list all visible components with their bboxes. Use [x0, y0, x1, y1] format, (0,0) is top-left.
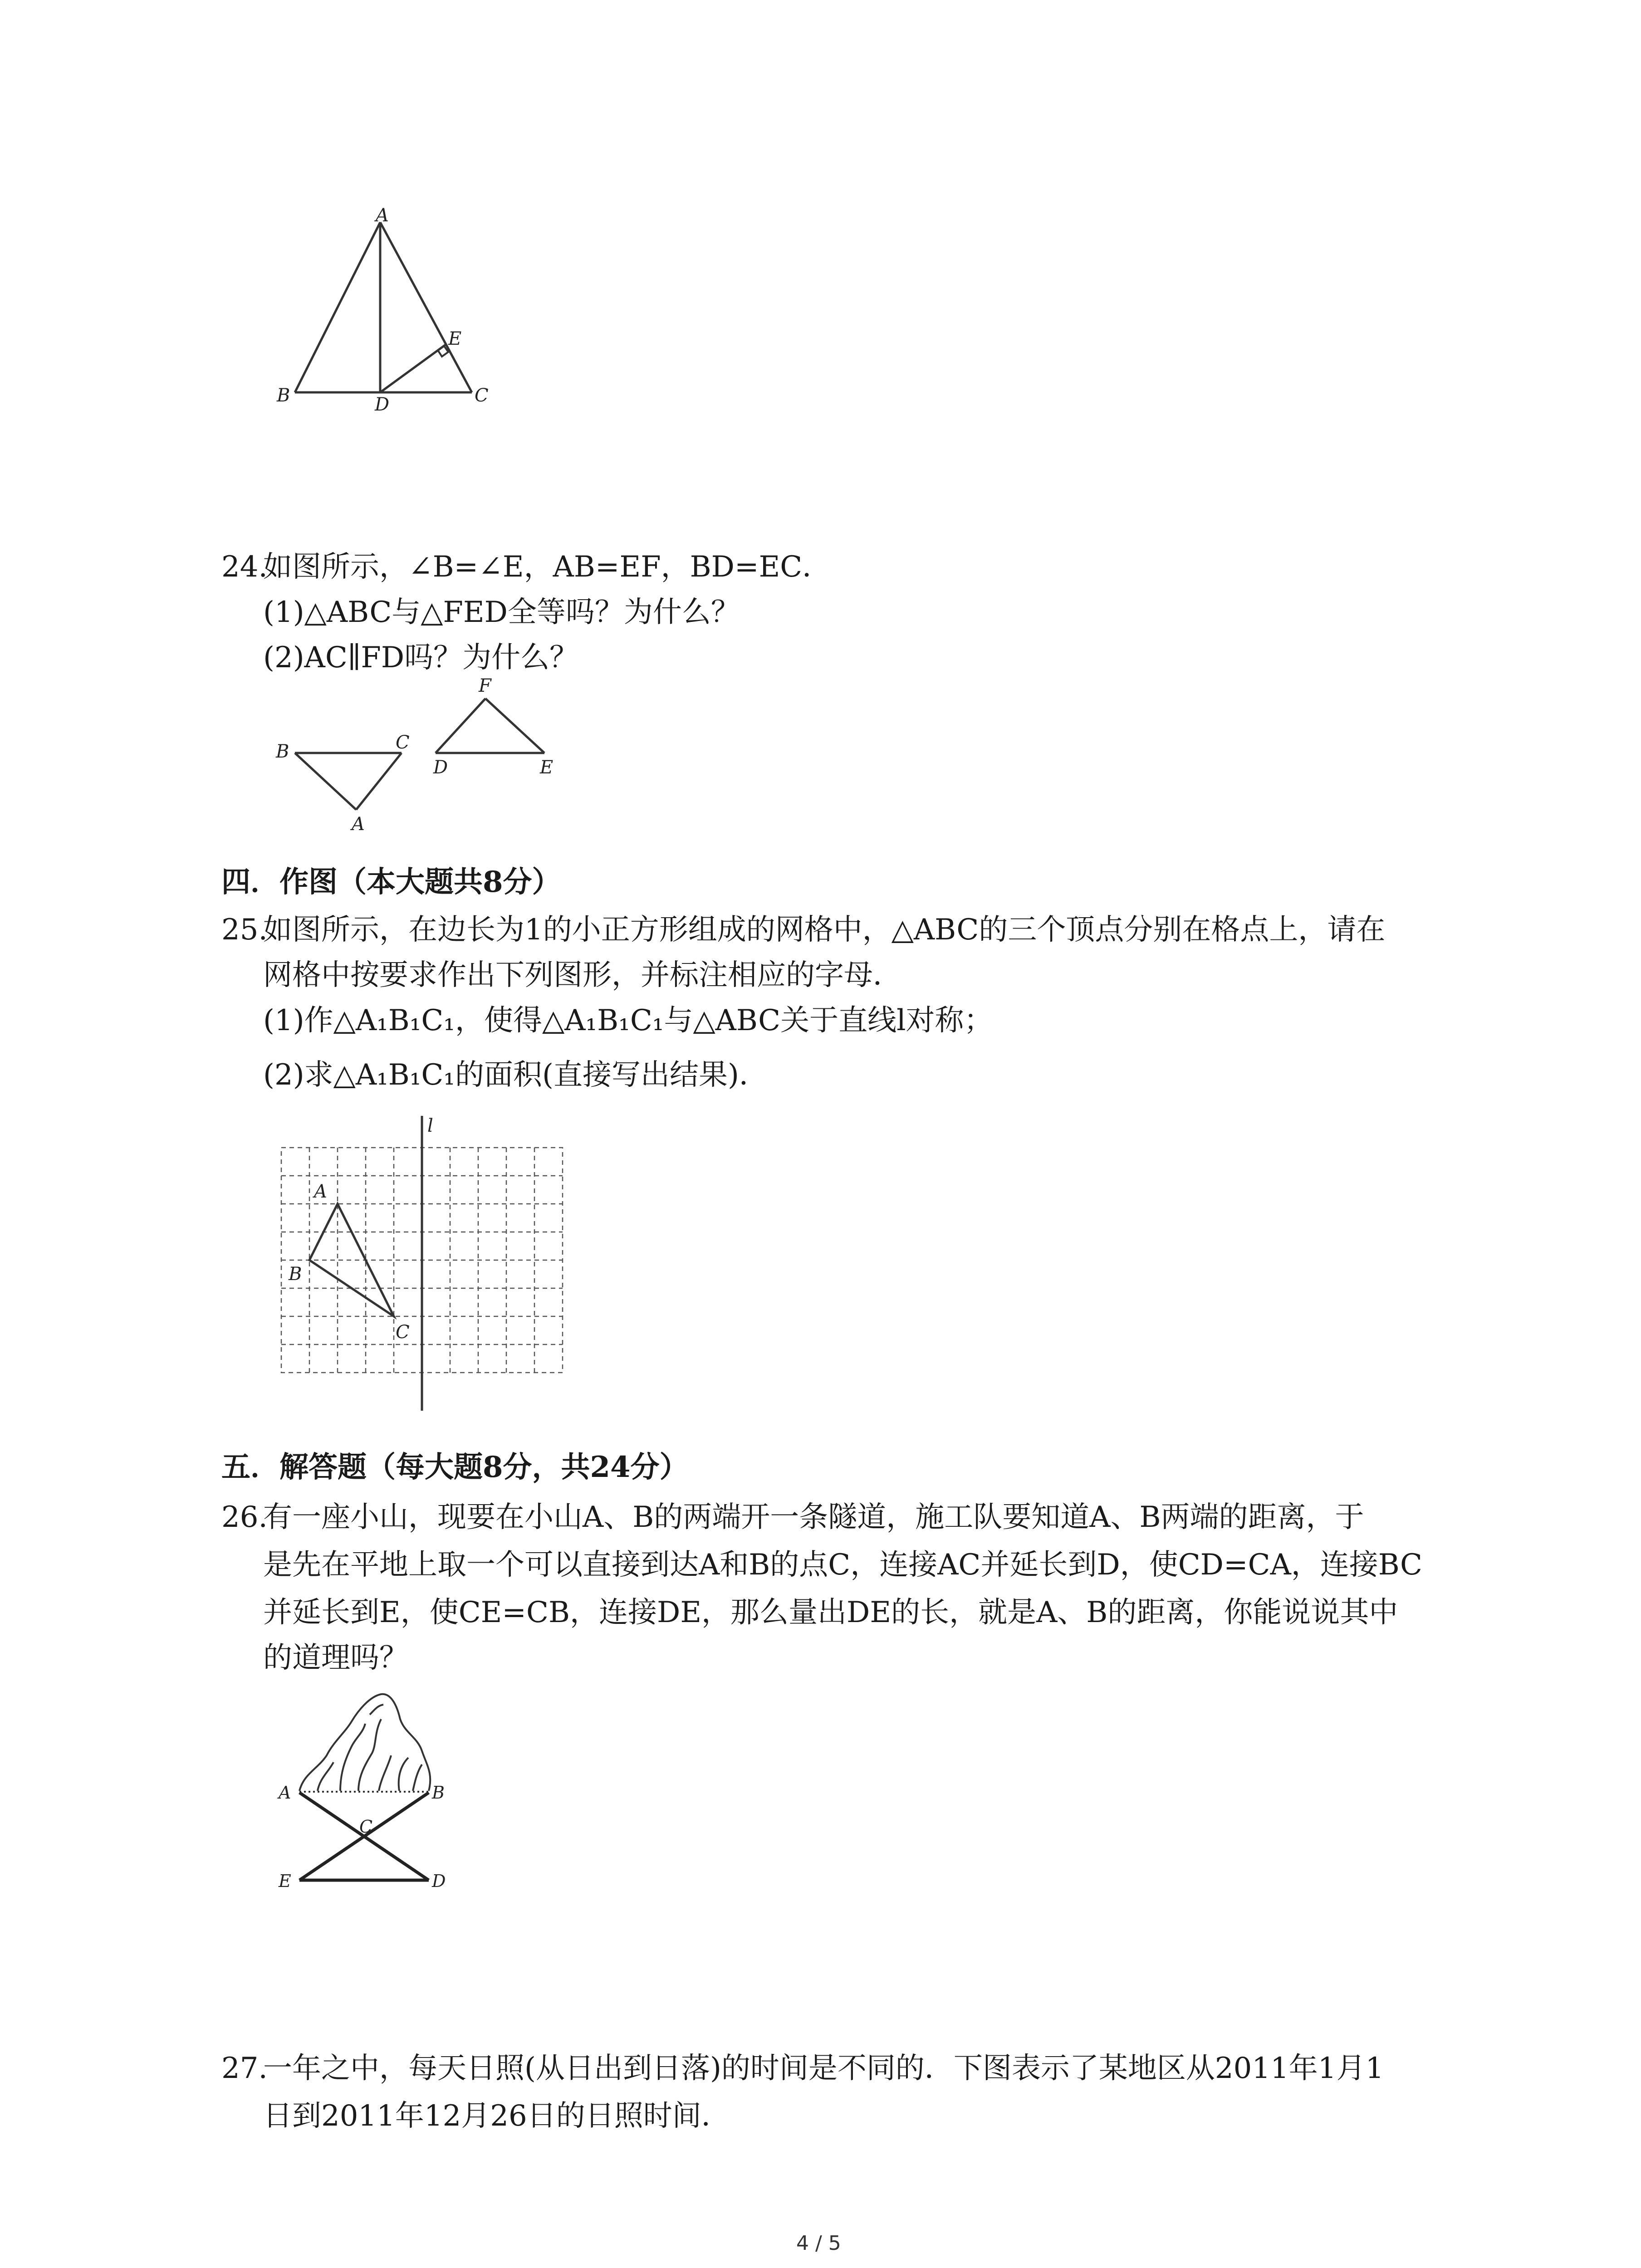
label-A: A: [376, 205, 389, 226]
label-D: D: [375, 394, 390, 415]
section-5-heading: 五．解答题（每大题8分，共24分）: [221, 1450, 689, 1484]
q25-line1: 如图所示，在边长为1的小正方形组成的网格中，△ABC的三个顶点分别在格点上，请在: [263, 913, 1386, 947]
q25-part2: (2)求△A₁B₁C₁的面积(直接写出结果)．: [263, 1058, 768, 1092]
q26-line4: 的道理吗？: [263, 1641, 408, 1675]
q27-number: 27.: [221, 2052, 268, 2085]
label-E: E: [540, 757, 554, 778]
label-B: B: [432, 1783, 445, 1803]
label-B: B: [276, 741, 289, 762]
mountain-icon: [299, 1694, 430, 1791]
label-C: C: [359, 1817, 373, 1837]
q25-line2: 网格中按要求作出下列图形，并标注相应的字母．: [263, 958, 902, 992]
label-E: E: [279, 1871, 291, 1891]
label-B: B: [289, 1264, 302, 1285]
label-C: C: [396, 1322, 410, 1343]
label-E: E: [448, 328, 462, 349]
q24-part1: (1)△ABC与△FED全等吗？为什么？: [263, 596, 740, 629]
q24-stem: 如图所示，∠B=∠E，AB=EF，BD=EC．: [263, 550, 832, 584]
q27-line1: 一年之中，每天日照(从日出到日落)的时间是不同的．下图表示了某地区从2011年1月1: [263, 2052, 1384, 2085]
label-F: F: [479, 675, 491, 696]
q26-line2: 是先在平地上取一个可以直接到达A和B的点C，连接AC并延长到D，使CD=CA，连接BC: [263, 1548, 1422, 1582]
q26-line1: 有一座小山，现要在小山A、B的两端开一条隧道，施工队要知道A、B两端的距离，于: [263, 1501, 1364, 1534]
label-C: C: [396, 732, 410, 753]
figure-two-triangles: [272, 676, 581, 839]
label-A: A: [352, 814, 365, 835]
label-D: D: [432, 1871, 446, 1891]
q24-number: 24.: [221, 550, 268, 584]
q25-part1: (1)作△A₁B₁C₁，使得△A₁B₁C₁与△ABC关于直线l对称；: [263, 1004, 993, 1037]
page-number: 4 / 5: [796, 2232, 841, 2255]
q25-number: 25.: [221, 913, 268, 947]
q27-line2: 日到2011年12月26日的日照时间．: [263, 2099, 730, 2133]
figure-triangle-abde: [263, 205, 499, 417]
q26-number: 26.: [221, 1501, 268, 1534]
label-A: A: [314, 1181, 327, 1202]
label-B: B: [277, 385, 290, 406]
q26-line3: 并延长到E，使CE=CB，连接DE，那么量出DE的长，就是A、B的距离，你能说说其中: [263, 1596, 1398, 1629]
q24-part2: (2)AC∥FD吗？为什么？: [263, 641, 579, 675]
label-A: A: [279, 1783, 291, 1803]
label-D: D: [433, 757, 448, 778]
label-l: l: [427, 1115, 433, 1136]
label-C: C: [475, 385, 489, 406]
figure-mountain: [272, 1674, 508, 1910]
section-4-heading: 四．作图（本大题共8分）: [221, 865, 561, 899]
figure-grid: [272, 1107, 572, 1424]
